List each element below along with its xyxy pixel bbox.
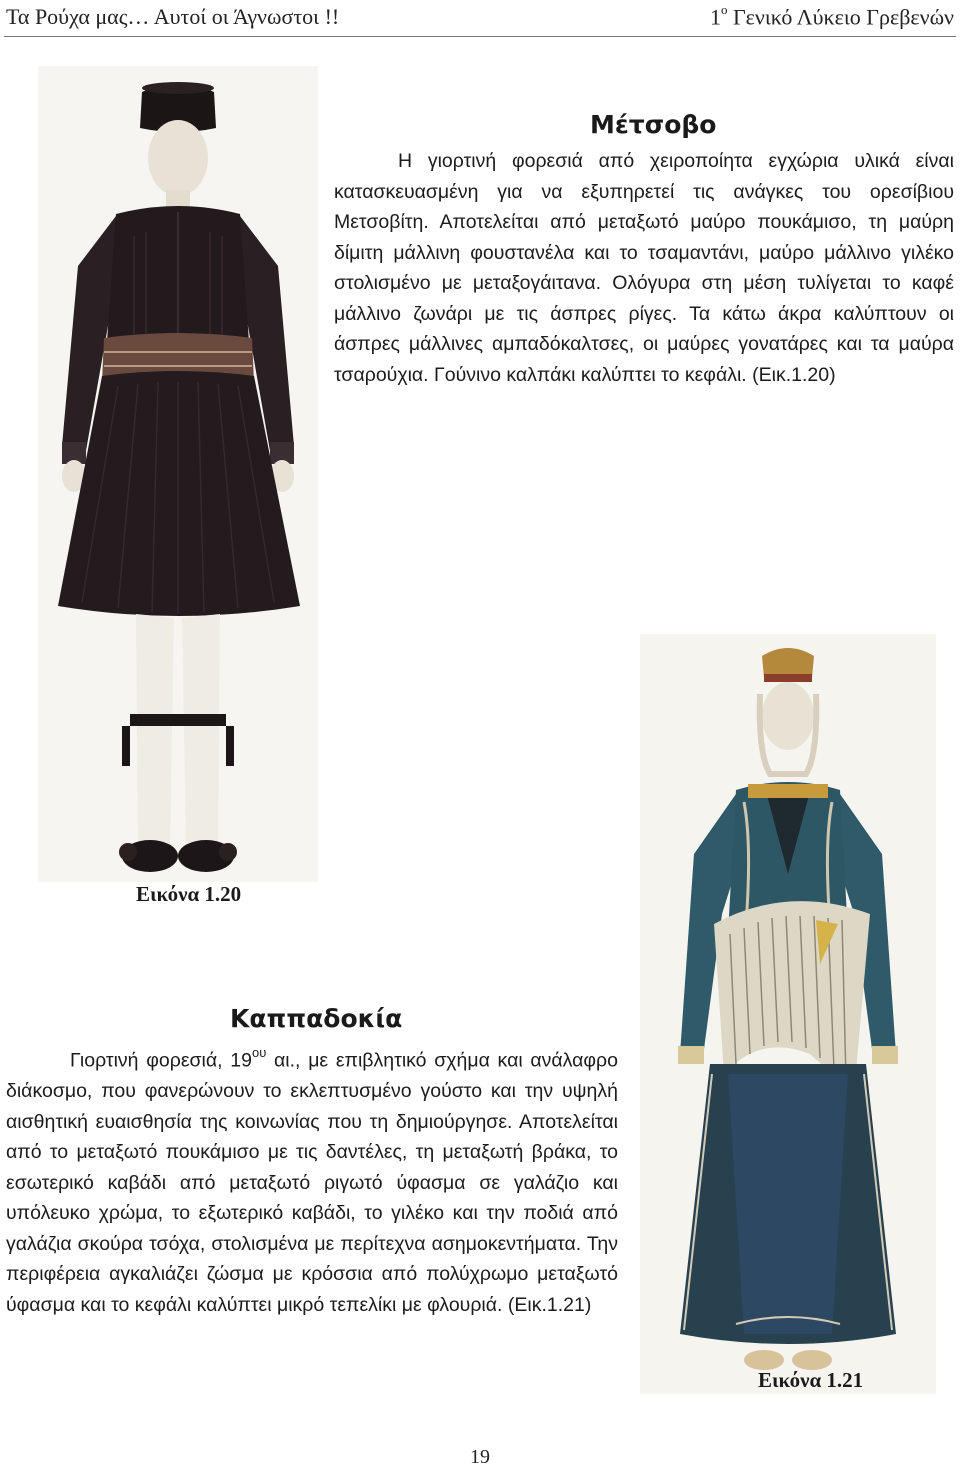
section-title-cappadocia: Καππαδοκία: [230, 1004, 403, 1033]
section-text-cappadocia-body: αι., με επιβλητικό σχήμα και ανάλαφρο διάκοσμο, που φανερώνουν το εκλεπτυσμένο γούστο και την υψηλή αισθητική ευαισθησία της κοινωνίας που τη δημιούργησε. Αποτελείται από το μεταξωτό πουκάμισο με τις δαντέλες, τη μεταξωτή βράκα, το εσωτερικό καβάδι από μεταξωτό ριγωτό ύφασμα σε γαλάζιο και υπόλευκο χρώμα, το εξωτερικό καβάδι, το γιλέκο και την ποδιά από γαλάζια σκούρα τσόχα, στολισμένα με περίτεχνα ασημοκεντήματα. Την περιφέρεια αγκαλιάζει ζώσμα με κρόσσια από πολύχρωμο μεταξωτό ύφασμα και το κεφάλι καλύπτει μικρό τεπελίκι με φλουριά. (Εικ.1.21): [6, 1049, 618, 1316]
section-text-metsovo: [334, 146, 954, 390]
section-title-metsovo: Μέτσοβο: [590, 110, 717, 139]
header-school-text: Γενικό Λύκειο Γρεβενών: [727, 4, 954, 30]
header-title: Τα Ρούχα μας… Αυτοί οι Άγνωστοι !!: [6, 4, 340, 29]
metsovo-costume-photo: [38, 66, 318, 882]
header-school-sup: ο: [720, 2, 728, 17]
page-header: [0, 0, 960, 40]
header-rule: [4, 36, 956, 37]
section-text-metsovo-body: Η γιορτινή φορεσιά από χειροποίητα εγχώρια υλικά είναι κατασκευασμένη για να εξυπηρετεί τις ανάγκες του ορεσίβιου Μετσοβίτη. Αποτελείται από μεταξωτό μαύρο πουκάμισο, τη μαύρη δίμιτη μάλλινη φουστανέλα και το τσαμαντάνι, μαύρο μάλλινο γιλέκο στολισμένο με μεταξογάιτανα. Ολόγυρα στη μέση τυλίγεται το καφέ μάλλινο ζωνάρι με τις άσπρες ρίγες. Τα κάτω άκρα καλύπτουν οι άσπρες μάλλινες αμπαδόκαλτσες, οι μαύρες γονατάρες και τα μαύρα τσαρούχια. Γούνινο καλπάκι καλύπτει το κεφάλι. (Εικ.1.20): [334, 150, 954, 386]
page-number: 19: [470, 1446, 490, 1468]
caption-figure-1-21: Εικόνα 1.21: [758, 1368, 864, 1392]
cappadocia-costume-photo: [640, 634, 936, 1394]
header-school-num: 1: [709, 4, 721, 30]
century-suffix: ου: [251, 1045, 267, 1060]
section-text-cappadocia: [6, 1040, 618, 1320]
caption-figure-1-20: Εικόνα 1.20: [136, 882, 242, 906]
section-text-cappadocia-lead: Γιορτινή φορεσιά, 19: [70, 1049, 252, 1072]
header-school: [710, 4, 954, 30]
